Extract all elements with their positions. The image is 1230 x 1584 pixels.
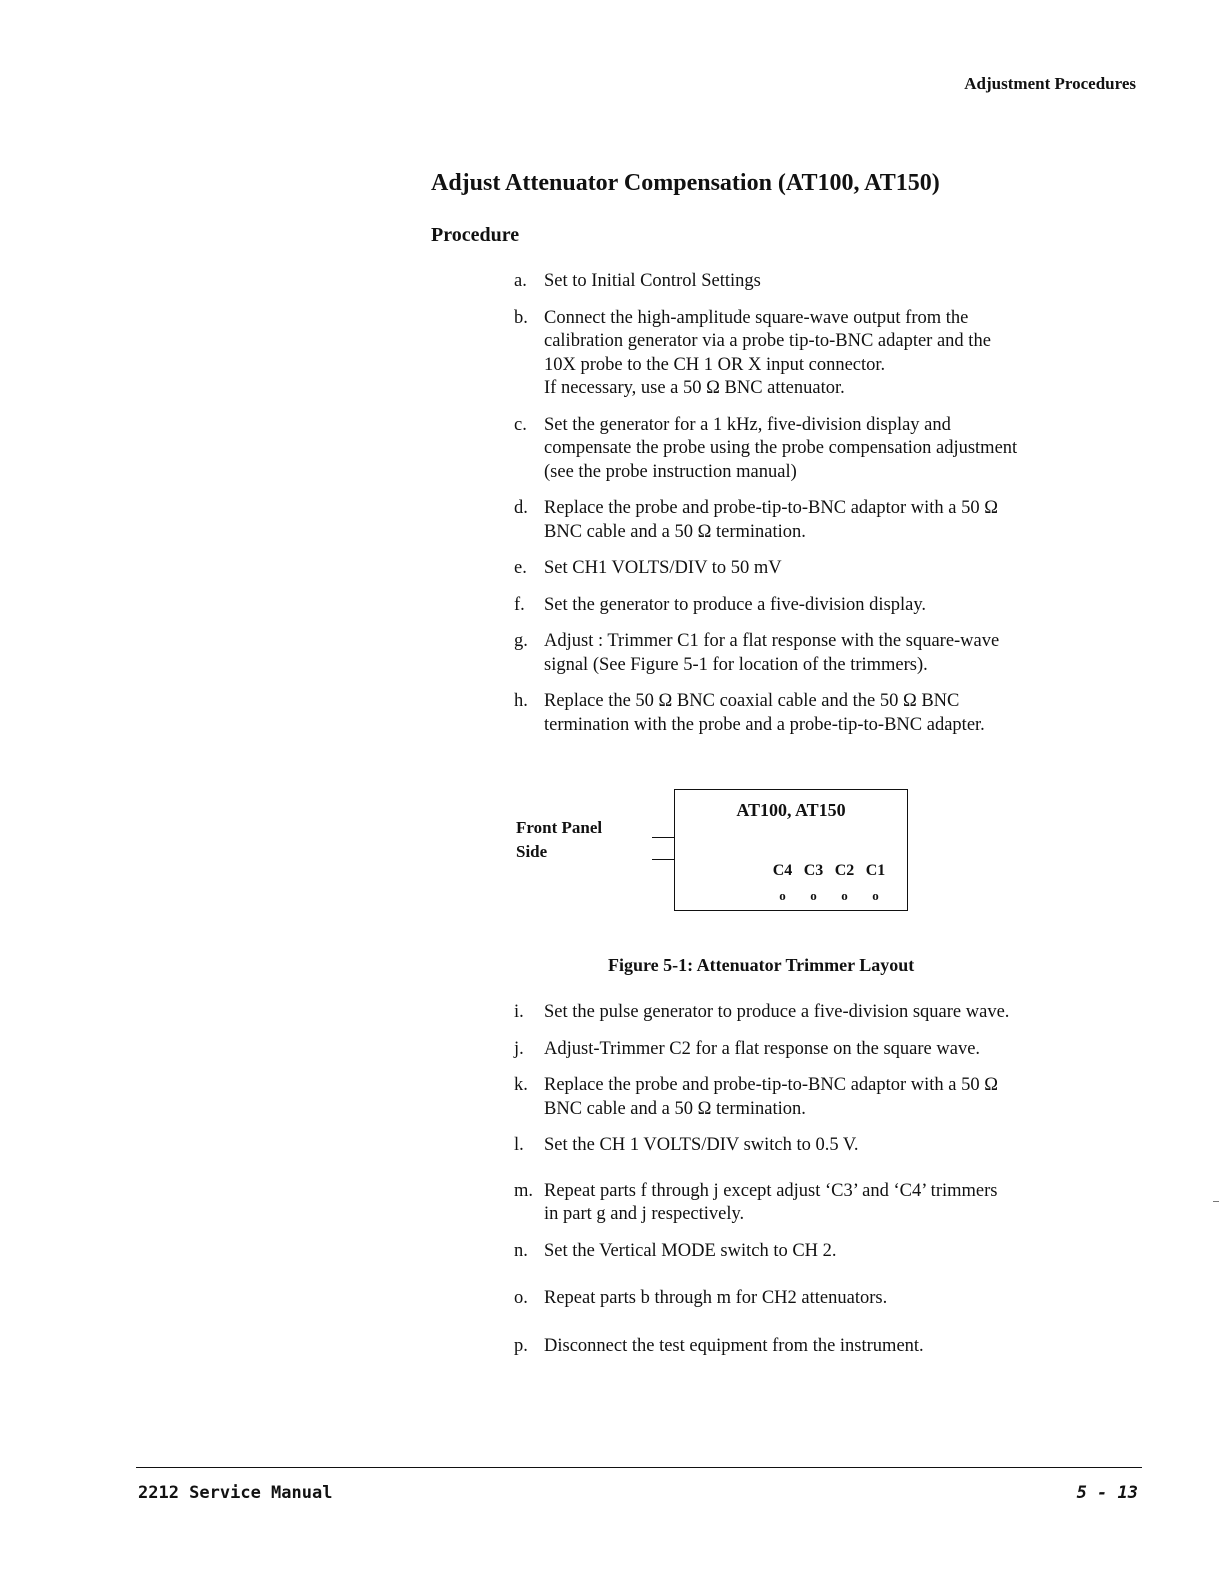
step-c bbox=[514, 414, 1134, 485]
attenuator-trimmer-box bbox=[674, 789, 908, 911]
step-marker: p. bbox=[514, 1335, 528, 1356]
figure-caption: Figure 5-1: Attenuator Trimmer Layout bbox=[608, 955, 915, 975]
step-marker: f. bbox=[514, 594, 525, 615]
trimmer-label-c2: C2 bbox=[834, 862, 855, 879]
step-marker: k. bbox=[514, 1075, 528, 1095]
step-text: Replace the probe and probe-tip-to-BNC adaptor with a 50 Ω bbox=[544, 498, 999, 518]
footer-rule bbox=[136, 1467, 1142, 1468]
step-text: Replace the probe and probe-tip-to-BNC adaptor with a 50 Ω bbox=[544, 1075, 999, 1095]
step-marker: n. bbox=[514, 1240, 528, 1261]
step-text: Repeat parts f through j except adjust ‘C3’ and ‘C4’ trimmers bbox=[544, 1180, 998, 1201]
step-marker: c. bbox=[514, 414, 527, 435]
footer-page-number: 5 - 13 bbox=[1076, 1483, 1138, 1503]
step-text: Adjust-Trimmer C2 for a flat response on the square wave. bbox=[544, 1038, 981, 1059]
step-text: BNC cable and a 50 Ω termination. bbox=[544, 521, 806, 542]
section-title: Adjust Attenuator Compensation (AT100, AT150) bbox=[431, 170, 940, 196]
side-label: Side bbox=[516, 842, 548, 861]
step-p bbox=[514, 1335, 1134, 1359]
step-h bbox=[514, 690, 1134, 737]
procedure-steps-i-p bbox=[514, 1001, 1134, 1358]
running-head: Adjustment Procedures bbox=[964, 74, 1136, 93]
step-e bbox=[514, 557, 1134, 581]
trimmer-marker-c2: o bbox=[841, 888, 848, 903]
step-f bbox=[514, 594, 1134, 618]
step-marker: m. bbox=[514, 1180, 534, 1201]
step-marker: d. bbox=[514, 498, 528, 518]
step-text: (see the probe instruction manual) bbox=[544, 461, 797, 482]
front-panel-label: Front Panel bbox=[516, 818, 603, 837]
step-i bbox=[514, 1001, 1134, 1025]
step-k bbox=[514, 1074, 1134, 1121]
step-marker: b. bbox=[514, 307, 528, 328]
step-text: Set the Vertical MODE switch to CH 2. bbox=[544, 1240, 837, 1261]
step-l bbox=[514, 1134, 1134, 1158]
step-marker: g. bbox=[514, 631, 528, 651]
step-text: signal (See Figure 5-1 for location of the trimmers). bbox=[544, 654, 928, 675]
step-text: Repeat parts b through m for CH2 attenuators. bbox=[544, 1288, 888, 1308]
step-b bbox=[514, 307, 1134, 401]
trimmer-labels bbox=[767, 862, 891, 880]
trimmer-marker-c3: o bbox=[810, 888, 817, 903]
front-panel-side-label bbox=[516, 816, 602, 864]
step-a bbox=[514, 270, 1134, 294]
step-marker: h. bbox=[514, 691, 528, 711]
step-o bbox=[514, 1287, 1134, 1311]
step-text: Set the generator for a 1 kHz, five-division display and bbox=[544, 414, 951, 435]
step-g bbox=[514, 630, 1134, 677]
step-marker: l. bbox=[514, 1135, 524, 1155]
step-text: Disconnect the test equipment from the instrument. bbox=[544, 1335, 924, 1356]
trimmer-label-c1: C1 bbox=[865, 862, 886, 879]
step-text: in part g and j respectively. bbox=[544, 1204, 745, 1224]
step-text: Set the generator to produce a five-division display. bbox=[544, 594, 927, 615]
step-text: Set CH1 VOLTS/DIV to 50 mV bbox=[544, 558, 782, 578]
step-text: Set to Initial Control Settings bbox=[544, 271, 761, 291]
step-text: Set the pulse generator to produce a five-division square wave. bbox=[544, 1002, 1010, 1022]
step-n bbox=[514, 1240, 1134, 1264]
step-j bbox=[514, 1038, 1134, 1062]
trimmer-label-c4: C4 bbox=[772, 862, 793, 879]
step-marker: j. bbox=[514, 1038, 524, 1059]
step-text: Set the CH 1 VOLTS/DIV switch to 0.5 V. bbox=[544, 1135, 859, 1155]
step-marker: e. bbox=[514, 558, 527, 578]
margin-mark bbox=[1213, 1201, 1219, 1202]
trimmer-markers bbox=[767, 888, 891, 904]
step-text: compensate the probe using the probe compensation adjustment bbox=[544, 438, 1018, 458]
pointer-line-side bbox=[652, 859, 674, 860]
step-marker: i. bbox=[514, 1002, 524, 1022]
step-text: Adjust : Trimmer C1 for a flat response with the square-wave bbox=[544, 631, 1000, 651]
step-text: If necessary, use a 50 Ω BNC attenuator. bbox=[544, 378, 845, 398]
step-marker: o. bbox=[514, 1288, 528, 1308]
step-text: Replace the 50 Ω BNC coaxial cable and the 50 Ω BNC bbox=[544, 691, 960, 711]
step-text: calibration generator via a probe tip-to-BNC adapter and the bbox=[544, 331, 991, 351]
step-text: BNC cable and a 50 Ω termination. bbox=[544, 1098, 806, 1119]
step-text: termination with the probe and a probe-tip-to-BNC adapter. bbox=[544, 714, 985, 735]
step-d bbox=[514, 497, 1134, 544]
step-text: 10X probe to the CH 1 OR X input connector. bbox=[544, 354, 886, 375]
step-m bbox=[514, 1180, 1134, 1227]
trimmer-label-c3: C3 bbox=[803, 862, 824, 879]
footer-manual-title: 2212 Service Manual bbox=[138, 1483, 333, 1503]
pointer-line-front-panel bbox=[652, 837, 674, 838]
procedure-heading: Procedure bbox=[431, 224, 520, 246]
step-text: Connect the high-amplitude square-wave output from the bbox=[544, 307, 969, 328]
trimmer-marker-c4: o bbox=[779, 888, 786, 903]
attenuator-box-title: AT100, AT150 bbox=[736, 800, 846, 820]
trimmer-marker-c1: o bbox=[872, 888, 879, 903]
procedure-steps-a-h bbox=[514, 270, 1134, 737]
step-marker: a. bbox=[514, 271, 527, 291]
